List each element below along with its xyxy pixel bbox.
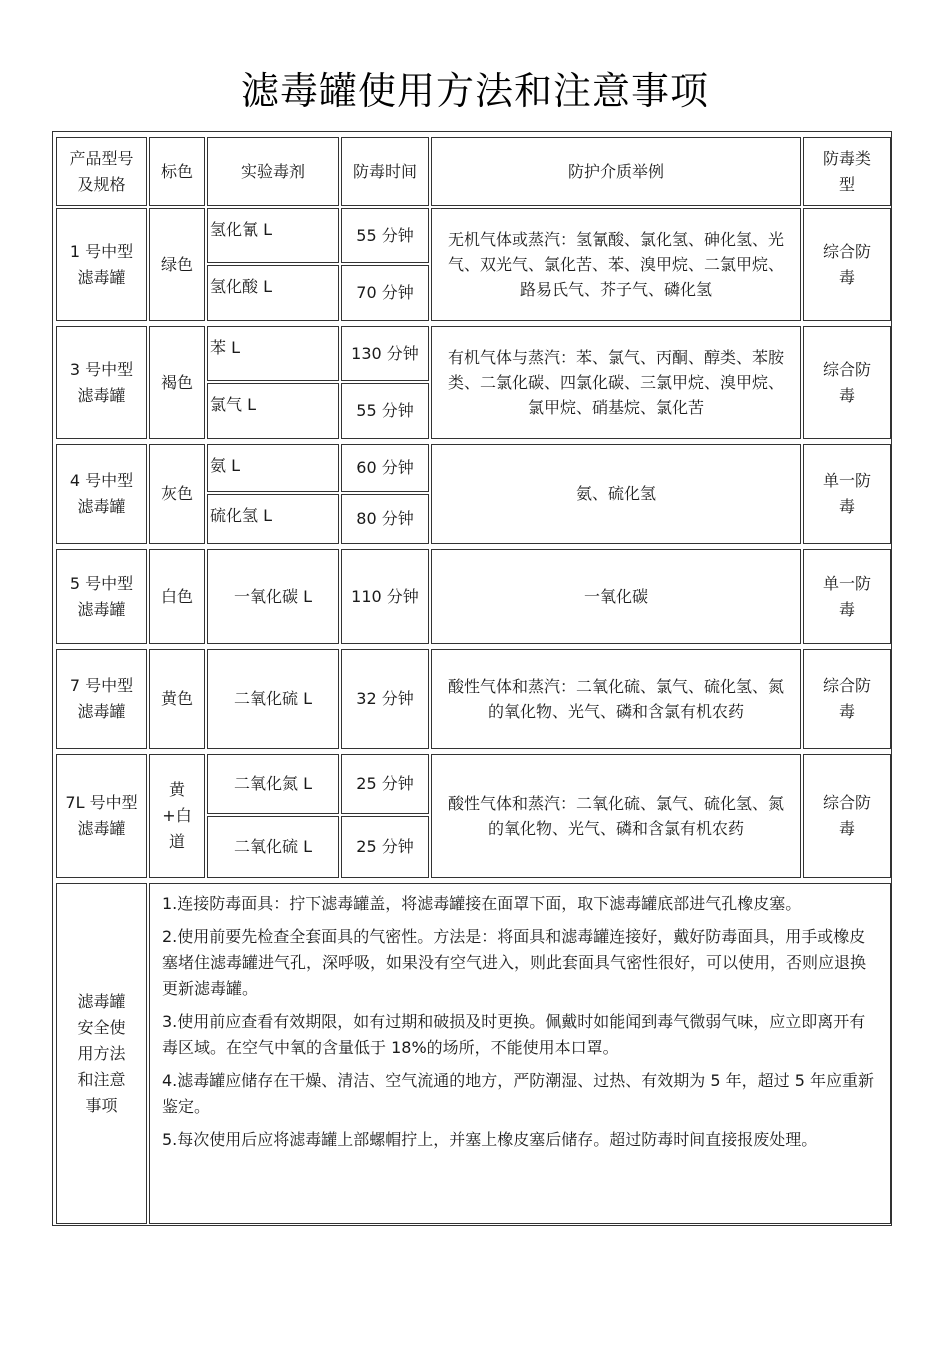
row3-model — [56, 444, 147, 544]
row4-time-1: 110 分钟 — [341, 549, 429, 644]
header-color: 标色 — [149, 137, 205, 206]
note-4: 4.滤毒罐应储存在干燥、清洁、空气流通的地方，严防潮湿、过热、有效期为 5 年，超过 5 年应重新鉴定。 — [162, 1071, 874, 1116]
row4-agent-1: 一氧化碳 L — [207, 549, 339, 644]
row3-type — [803, 444, 891, 544]
page-title: 滤毒罐使用方法和注意事项 — [240, 69, 709, 113]
row6-type-text: 综合防毒 — [822, 793, 871, 838]
row5-examples-text: 酸性气体和蒸汽：二氧化硫、氯气、硫化氢、氮的氧化物、光气、磷和含氯有机农药 — [447, 677, 784, 721]
row1-examples-text: 无机气体或蒸汽：氢氰酸、氯化氢、砷化氢、光气、双光气、氯化苦、苯、溴甲烷、二氯甲烷、路易氏气、芥子气、磷化氢 — [447, 230, 784, 299]
row5-type-text: 综合防毒 — [822, 676, 871, 721]
header-type-text: 防毒类型 — [822, 148, 871, 194]
row1-model-text: 1 号中型滤毒罐 — [69, 241, 134, 287]
row2-agent-2: 氯气 L — [207, 383, 339, 439]
row6-time-1: 25 分钟 — [341, 754, 429, 814]
note-5: 5.每次使用后应将滤毒罐上部螺帽拧上，并塞上橡皮塞后储存。超过防毒时间直接报废处理。 — [162, 1130, 818, 1149]
row5-color: 黄色 — [149, 649, 205, 749]
row1-agent-2: 氢化酸 L — [207, 265, 339, 321]
row3-time-1: 60 分钟 — [341, 444, 429, 492]
row6-color — [149, 754, 205, 878]
row3-color: 灰色 — [149, 444, 205, 544]
row2-examples-text: 有机气体与蒸汽：苯、氯气、丙酮、醇类、苯胺类、二氯化碳、四氯化碳、三氯甲烷、溴甲烷、氯甲烷、硝基烷、氯化苦 — [447, 348, 784, 417]
row5-model — [56, 649, 147, 749]
row2-time-2: 55 分钟 — [341, 383, 429, 439]
header-time: 防毒时间 — [341, 137, 429, 206]
row5-model-text: 7 号中型滤毒罐 — [69, 676, 134, 721]
row4-color: 白色 — [149, 549, 205, 644]
row1-examples — [431, 208, 801, 321]
row6-model-text: 7L 号中型滤毒罐 — [65, 793, 138, 838]
header-examples: 防护介质举例 — [431, 137, 801, 206]
row3-time-2: 80 分钟 — [341, 494, 429, 544]
note-3: 3.使用前应查看有效期限，如有过期和破损及时更换。佩戴时如能闻到毒气微弱气味，应立即离开有毒区域。在空气中氧的含量低于 18%的场所，不能使用本口罩。 — [162, 1012, 866, 1057]
note-1: 1.连接防毒面具：拧下滤毒罐盖，将滤毒罐接在面罩下面，取下滤毒罐底部进气孔橡皮塞。 — [162, 894, 802, 913]
row4-model-text: 5 号中型滤毒罐 — [69, 573, 134, 619]
row2-color: 褐色 — [149, 326, 205, 439]
row4-model — [56, 549, 147, 644]
row4-type-text: 单一防毒 — [822, 573, 871, 619]
row4-examples: 一氧化碳 — [431, 549, 801, 644]
product-table — [52, 131, 892, 1226]
notes-label — [56, 883, 147, 1224]
row6-color-text: 黄+白道 — [162, 780, 192, 851]
row3-examples: 氨、硫化氢 — [431, 444, 801, 544]
row5-examples — [431, 649, 801, 749]
row3-type-text: 单一防毒 — [822, 471, 871, 516]
row2-examples — [431, 326, 801, 439]
row2-type-text: 综合防毒 — [822, 359, 871, 405]
row1-model — [56, 208, 147, 321]
header-model — [56, 137, 147, 206]
notes-label-text: 滤毒罐安全使用方法和注意事项 — [77, 991, 126, 1115]
row1-type — [803, 208, 891, 321]
row6-time-2: 25 分钟 — [341, 816, 429, 878]
row6-examples — [431, 754, 801, 878]
header-type — [803, 137, 891, 206]
note-2: 2.使用前要先检查全套面具的气密性。方法是：将面具和滤毒罐连接好，戴好防毒面具，用手或橡皮塞堵住滤毒罐进气孔，深呼吸，如果没有空气进入，则此套面具气密性很好，可以使用，否则应退换更新滤毒罐。 — [162, 927, 867, 998]
row2-time-1: 130 分钟 — [341, 326, 429, 381]
row6-examples-text: 酸性气体和蒸汽：二氧化硫、氯气、硫化氢、氮的氧化物、光气、磷和含氯有机农药 — [447, 794, 784, 838]
row5-agent-1: 二氧化硫 L — [207, 649, 339, 749]
row1-color: 绿色 — [149, 208, 205, 321]
header-agent: 实验毒剂 — [207, 137, 339, 206]
row4-type — [803, 549, 891, 644]
row2-type — [803, 326, 891, 439]
row1-time-2: 70 分钟 — [341, 265, 429, 321]
row5-time-1: 32 分钟 — [341, 649, 429, 749]
row6-model — [56, 754, 147, 878]
notes-cell — [149, 883, 891, 1224]
row3-agent-2: 硫化氢 L — [207, 494, 339, 544]
row1-type-text: 综合防毒 — [822, 241, 871, 287]
row2-model-text: 3 号中型滤毒罐 — [69, 359, 134, 405]
row6-type — [803, 754, 891, 878]
row1-agent-1: 氢化氰 L — [207, 208, 339, 263]
row5-type — [803, 649, 891, 749]
header-model-text: 产品型号及规格 — [69, 148, 134, 194]
row2-model — [56, 326, 147, 439]
row3-agent-1: 氨 L — [207, 444, 339, 492]
row6-agent-1: 二氧化氮 L — [207, 754, 339, 814]
row2-agent-1: 苯 L — [207, 326, 339, 381]
row6-agent-2: 二氧化硫 L — [207, 816, 339, 878]
row1-time-1: 55 分钟 — [341, 208, 429, 263]
row3-model-text: 4 号中型滤毒罐 — [69, 471, 134, 516]
